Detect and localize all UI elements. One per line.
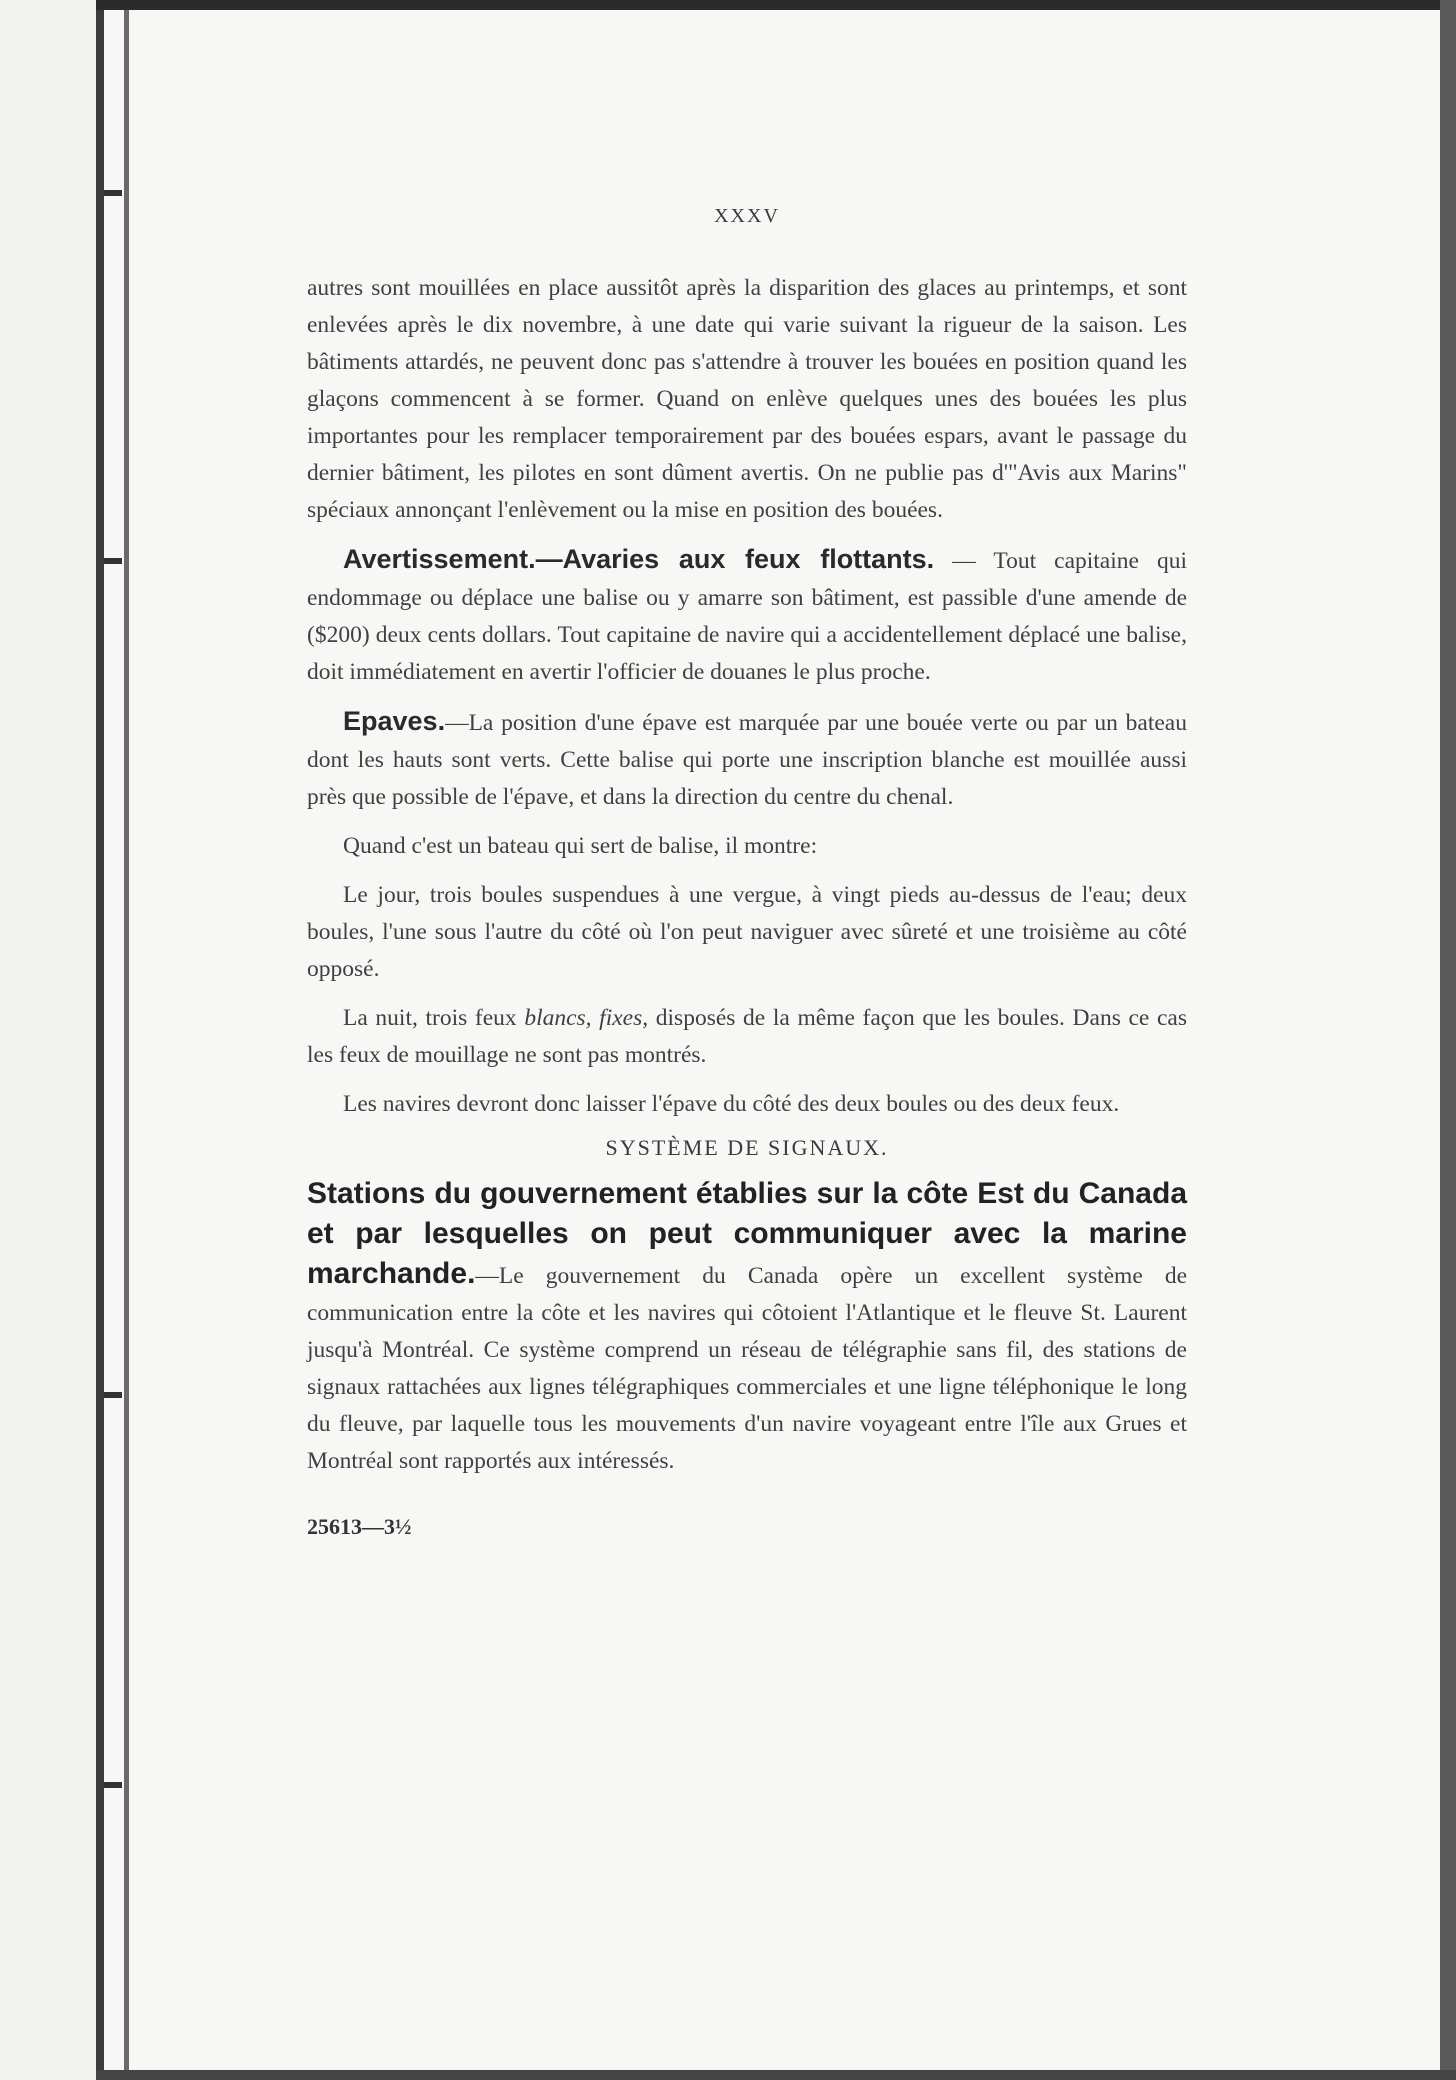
paragraph-nuit bbox=[307, 1000, 1187, 1074]
paragraph-jour: Le jour, trois boules suspendues à une vergue, à vingt pieds au-dessus de l'eau; deux boules, l'une sous l'autre du côté où l'on peut naviguer avec sûreté et une troisième au côté opposé. bbox=[307, 882, 1187, 982]
binding-mark bbox=[104, 1782, 122, 1788]
print-code: 25613—3½ bbox=[307, 1514, 412, 1539]
paragraph-stations bbox=[307, 1175, 1187, 1480]
paragraph-avertissement bbox=[307, 541, 1187, 691]
text-avertissement: — Tout capitaine qui endommage ou déplace une balise ou y amarre son bâtiment, est passible d'une amende de ($200) deux cents dollars. Tout capitaine de navire qui a accidentellement déplacé une balise, doit immédiatement en avertir l'officier de douanes le plus proche. bbox=[307, 548, 1188, 685]
page-content bbox=[307, 205, 1187, 1540]
paragraph-epaves bbox=[307, 703, 1187, 816]
paragraph-quand: Quand c'est un bateau qui sert de balise, il montre: bbox=[343, 833, 818, 859]
text-stations: —Le gouvernement du Canada opère un excellent système de communication entre la côte et les navires qui côtoient l'Atlantique et le fleuve St. Laurent jusqu'à Montréal. Ce système comprend un réseau de télégraphie sans fil, des stations de signaux rattachées aux lignes télégraphiques commerciales et une ligne téléphonique le long du fleuve, par laquelle tous les mouvements d'un navire voyageant entre l'île aux Grues et Montréal sont rapportés aux intéressés. bbox=[307, 1263, 1187, 1474]
paragraph-navires: Les navires devront donc laisser l'épave du côté des deux boules ou des deux feux. bbox=[343, 1091, 1120, 1117]
paragraph-buoys: autres sont mouillées en place aussitôt après la disparition des glaces au printemps, et sont enlevées après le dix novembre, à une date qui varie suivant la rigueur de la saison. Les bâtiments attardés, ne peuvent donc pas s'attendre à trouver les bouées en position quand les glaçons commencent à se former. Quand on enlève quelques unes des bouées les plus importantes pour les remplacer temporairement par des bouées espars, avant le passage du dernier bâtiment, les pilotes en sont dûment avertis. On ne publie pas d'"Avis aux Marins" spéciaux annonçant l'enlèvement ou la mise en position des bouées. bbox=[307, 275, 1187, 523]
binding-mark bbox=[104, 190, 122, 196]
heading-epaves: Epaves. bbox=[343, 706, 446, 736]
binding-edge-inner bbox=[124, 10, 129, 2072]
bottom-page-edge bbox=[96, 2070, 1456, 2080]
page-number: XXXV bbox=[714, 205, 780, 227]
heading-avertissement: Avertissement.—Avaries aux feux flottants. bbox=[343, 544, 935, 574]
binding-mark bbox=[104, 1392, 122, 1398]
text-nuit-italic: blancs, fixes, bbox=[524, 1005, 649, 1031]
text-epaves: —La position d'une épave est marquée par une bouée verte ou par un bateau dont les hauts sont verts. Cette balise qui porte une inscription blanche est mouillée aussi près que possible de l'épave, et dans la direction du centre du chenal. bbox=[307, 710, 1187, 810]
heading-stations: Stations du gouvernement établies sur la côte Est du Canada et par lesquelles on peut communiquer avec la marine marchande. bbox=[307, 1177, 1187, 1290]
section-title: SYSTÈME DE SIGNAUX. bbox=[605, 1135, 889, 1160]
binding-mark bbox=[104, 558, 122, 564]
text-nuit-before: La nuit, trois feux bbox=[343, 1005, 525, 1031]
binding-edge bbox=[96, 10, 104, 2072]
left-margin bbox=[0, 0, 96, 2080]
text-nuit-after: disposés de la même façon que les boules. Dans ce cas les feux de mouillage ne sont pas montrés. bbox=[307, 1005, 1187, 1068]
right-page-edge bbox=[1440, 0, 1456, 2080]
